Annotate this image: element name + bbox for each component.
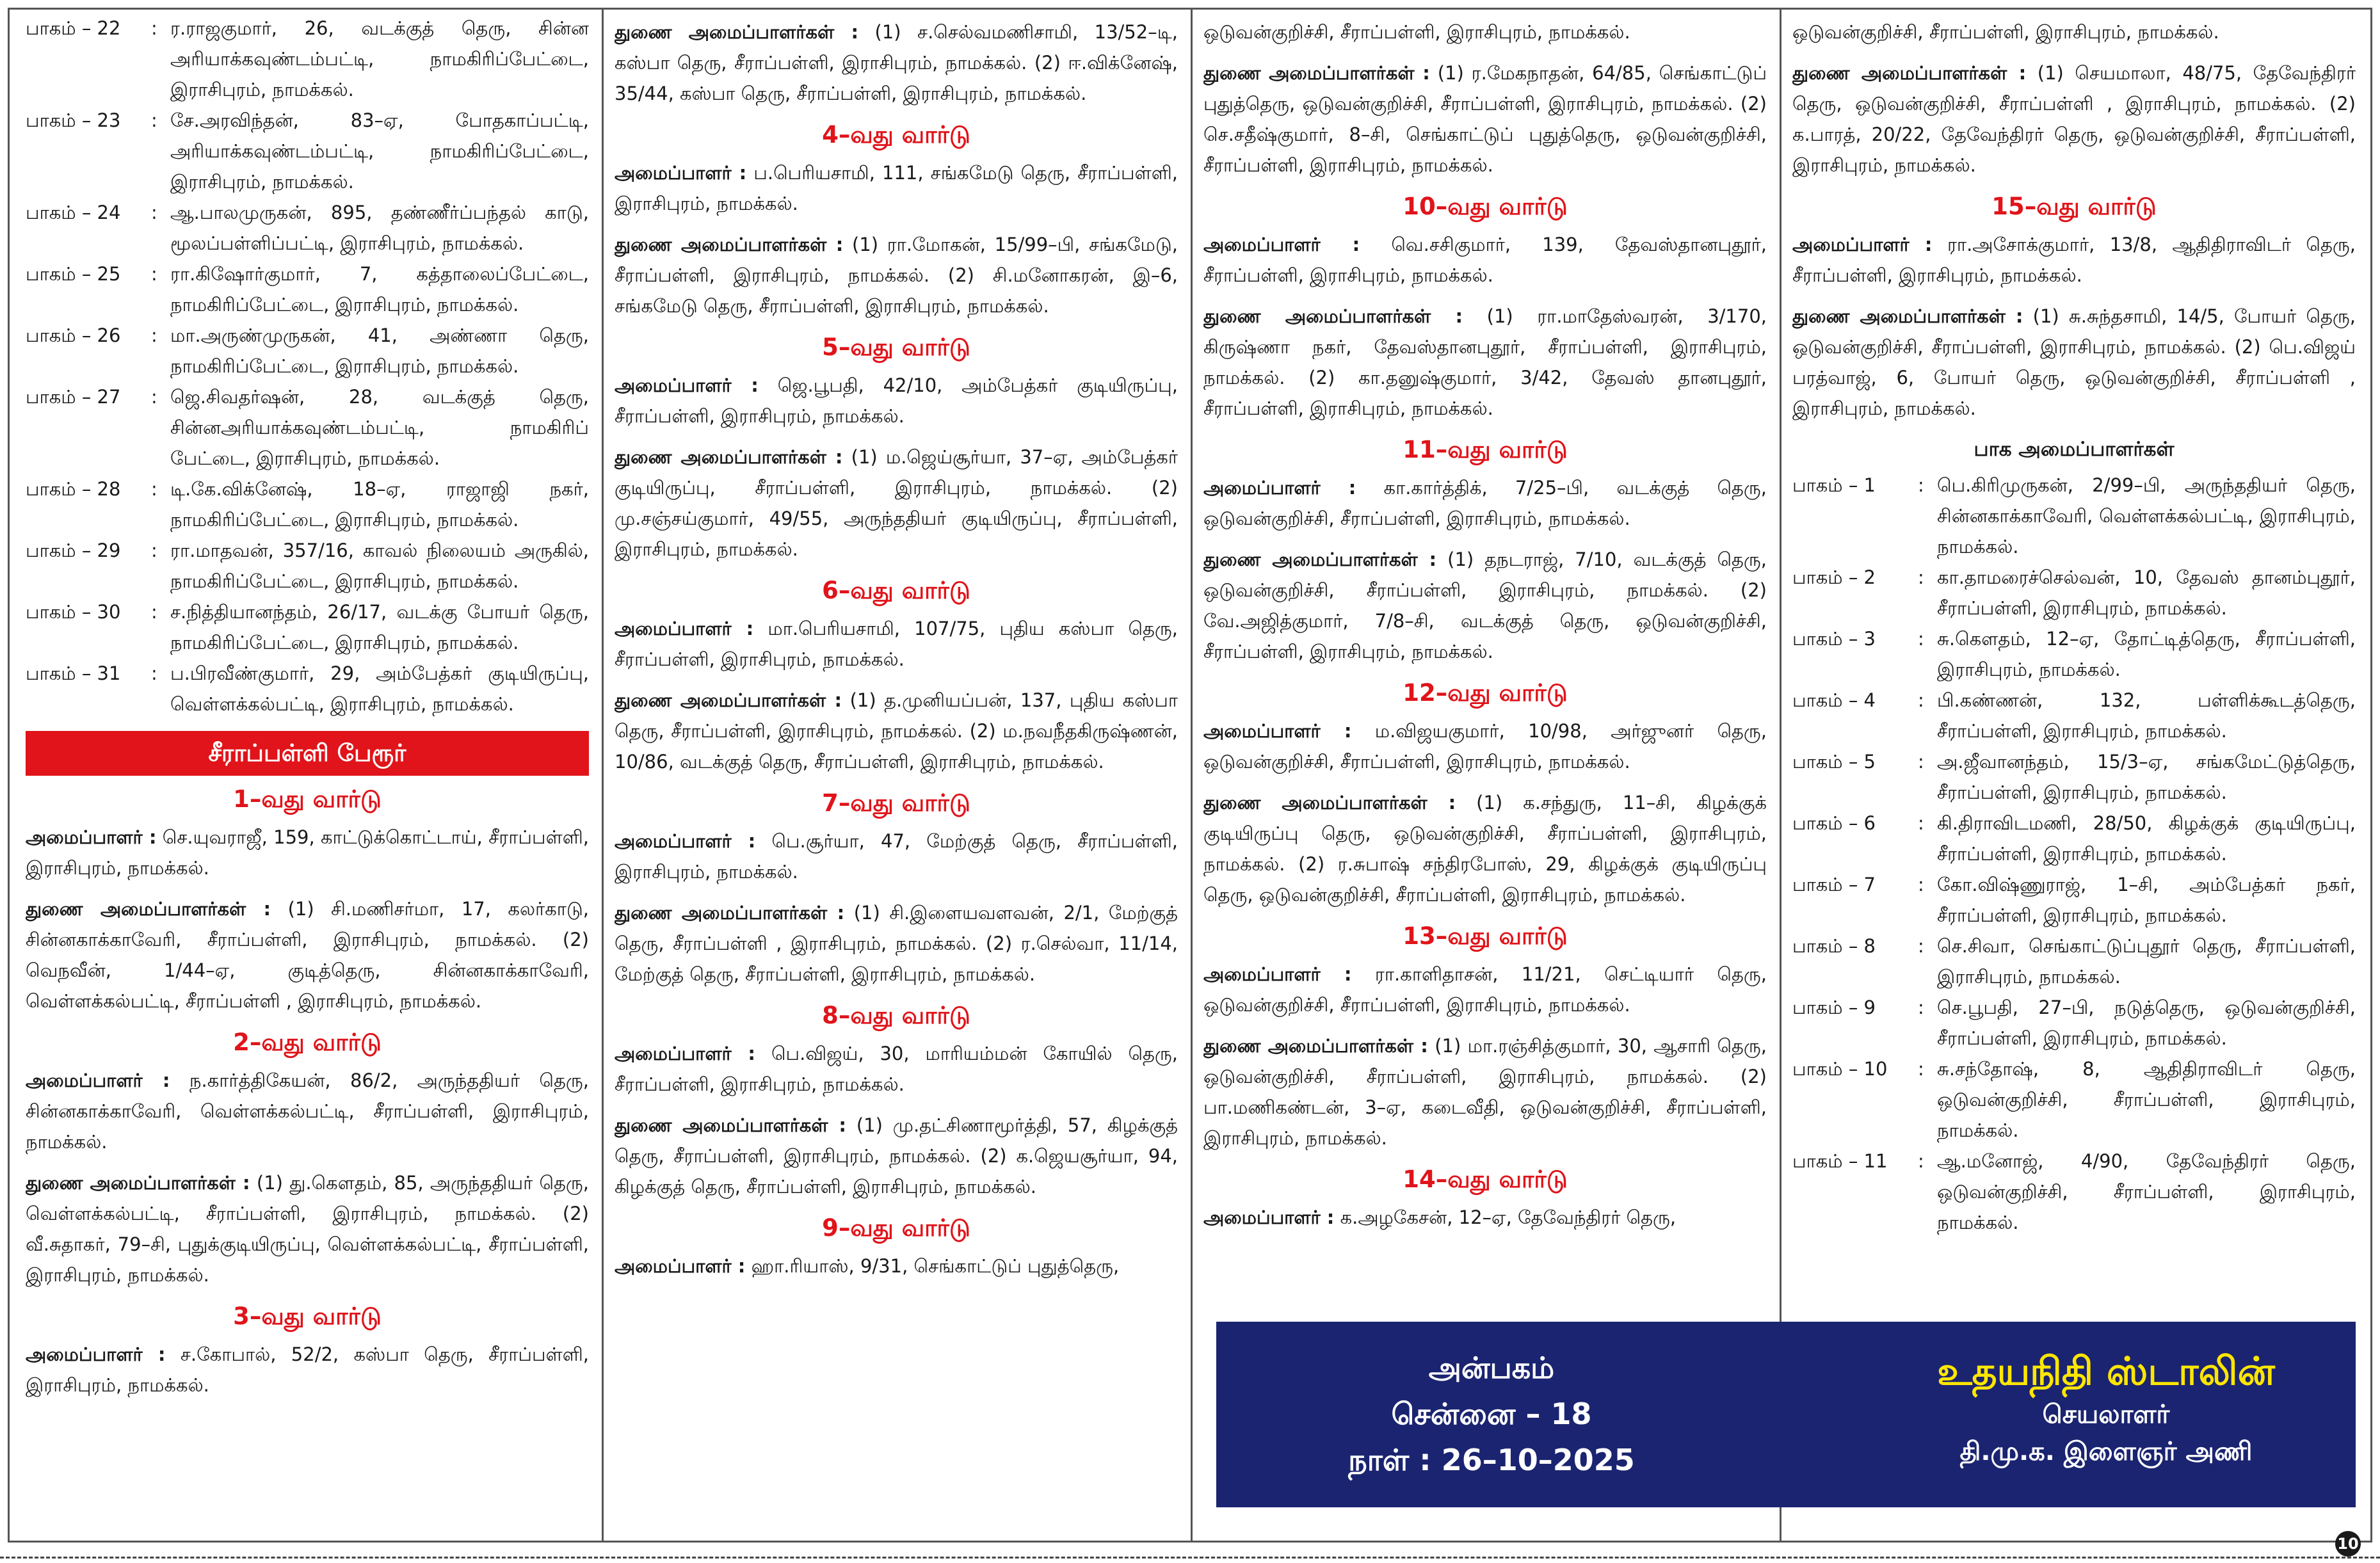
bagam-entry: பாகம் – 27 : ஜெ.சிவதர்ஷன், 28, வடக்குத் தெரு, சின்னஅரியாக்கவுண்டம்பட்டி, நாமகிரிப் பேட்டை, இராசிபுரம், நாமக்கல். [26,381,589,474]
bagam-list [26,13,589,719]
bagam-text: டி.கே.விக்னேஷ், 18–ஏ, ராஜாஜி நகர், நாமகிரிப்பேட்டை, இராசிபுரம், நாமக்கல். [170,478,589,531]
organizer: அமைப்பாளர் : பெ.சூர்யா, 47, மேற்குத் தெரு, சீராப்பள்ளி, இராசிபுரம், நாமக்கல். [615,830,1178,883]
signatory [1856,1347,2356,1470]
bagam-entry: பாகம் – 1 : பெ.கிரிமுருகன், 2/99–பி, அருந்ததியர் தெரு, சின்னகாக்காவேரி, வெள்ளக்கல்பட்டி, இராசிபுரம், நாமக்கல். [1792,470,2356,562]
bagam-label: பாகம் – 1 [1792,474,1876,496]
bagam-label: பாகம் – 6 [1792,812,1876,834]
organizer: அமைப்பாளர் : ரா.அசோக்குமார், 13/8, ஆதிதிராவிடர் தெரு, சீராப்பள்ளி, இராசிபுரம், நாமக்கல். [1792,234,2356,286]
bagam-label: பாகம் – 27 [26,386,121,408]
bagam-entry: பாகம் – 7 : கோ.விஷ்ணுராஜ், 1–சி, அம்பேத்கர் நகர், சீராப்பள்ளி, இராசிபுரம், நாமக்கல். [1792,869,2356,931]
ward-title: 7–வது வார்டு [822,789,970,817]
office-city: சென்னை – 18 [1391,1397,1592,1431]
bagam-text: ரா.கிஷோர்குமார், 7, கத்தாலைப்பேட்டை, நாமகிரிப்பேட்டை, இராசிபுரம், நாமக்கல். [170,263,589,316]
bagam-label: பாகம் – 2 [1792,566,1876,588]
column-1 [26,13,589,1536]
organizer: அமைப்பாளர் : ம.விஜயகுமார், 10/98, அர்ஜுனர் தெரு, ஒடுவன்குறிச்சி, சீராப்பள்ளி, இராசிபுரம், நாமக்கல். [1203,720,1767,773]
issue-details [1216,1345,1767,1483]
organizer: அமைப்பாளர் : க.அழகேசன், 12–ஏ, தேவேந்திரர் தெரு, [1203,1206,1676,1228]
bagam-text: மா.அருண்முருகன், 41, அண்ணா தெரு, நாமகிரிப்பேட்டை, இராசிபுரம், நாமக்கல். [170,325,589,377]
deputy-organizers: துணை அமைப்பாளர்கள் : (1) ச.செல்வமணிசாமி, 13/52–டி, கஸ்பா தெரு, சீராப்பள்ளி, இராசிபுரம், நாமக்கல். (2) ஈ.விக்னேஷ், 35/44, கஸ்பா தெரு, சீராப்பள்ளி, இராசிபுரம், நாமக்கல். [615,21,1178,104]
bagam-entry: பாகம் – 10 : சு.சந்தோஷ், 8, ஆதிதிராவிடர் தெரு, ஒடுவன்குறிச்சி, சீராப்பள்ளி, இராசிபுரம், நாமக்கல். [1792,1054,2356,1146]
column-3 [1203,13,1767,1536]
bagam-list [1792,470,2356,1238]
bagam-label: பாகம் – 28 [26,478,121,500]
bagam-label: பாகம் – 5 [1792,751,1876,773]
column-divider [602,8,604,1543]
column-divider [1191,8,1193,1543]
deputy-organizers: துணை அமைப்பாளர்கள் : (1) தநடராஜ், 7/10, வடக்குத் தெரு, ஒடுவன்குறிச்சி, சீராப்பள்ளி, இராசிபுரம், நாமக்கல். (2) வே.அஜித்குமார், 7/8–சி, வடக்குத் தெரு, ஒடுவன்குறிச்சி, சீராப்பள்ளி, இராசிபுரம், நாமக்கல். [1203,549,1767,662]
ward-title: 14–வது வார்டு [1403,1166,1568,1193]
bagam-text: கோ.விஷ்ணுராஜ், 1–சி, அம்பேத்கர் நகர், சீராப்பள்ளி, இராசிபுரம், நாமக்கல். [1937,874,2356,926]
bagam-entry: பாகம் – 31 : ப.பிரவீண்குமார், 29, அம்பேத்கர் குடியிருப்பு, வெள்ளக்கல்பட்டி, இராசிபுரம், நாமக்கல். [26,658,589,719]
deputy-organizers: துணை அமைப்பாளர்கள் : (1) ரா.மோகன், 15/99–பி, சங்கமேடு, சீராப்பள்ளி, இராசிபுரம், நாமக்கல். (2) சி.மனோகரன், இ–6, சங்கமேடு தெரு, சீராப்பள்ளி, இராசிபுரம், நாமக்கல். [615,234,1178,317]
bagam-text: அ.ஜீவானந்தம், 15/3–ஏ, சங்கமேட்டுத்தெரு, சீராப்பள்ளி, இராசிபுரம், நாமக்கல். [1937,751,2356,803]
deputy-organizers: துணை அமைப்பாளர்கள் : (1) து.கௌதம், 85, அருந்ததியர் தெரு, வெள்ளக்கல்பட்டி, சீராப்பள்ளி, இராசிபுரம், நாமக்கல். (2) வீ.சுதாகர், 79–சி, புதுக்குடியிருப்பு, வெள்ளக்கல்பட்டி, சீராப்பள்ளி, இராசிபுரம், நாமக்கல். [26,1172,589,1286]
deputy-organizers: துணை அமைப்பாளர்கள் : (1) சு.சுந்தசாமி, 14/5, போயர் தெரு, ஒடுவன்குறிச்சி, சீராப்பள்ளி, இராசிபுரம், நாமக்கல். (2) பெ.விஜய் பரத்வாஜ், 6, போயர் தெரு, ஒடுவன்குறிச்சி, சீராப்பள்ளி , இராசிபுரம், நாமக்கல். [1792,305,2356,419]
bagam-label: பாகம் – 24 [26,202,121,223]
bagam-text: சு.கௌதம், 12–ஏ, தோட்டித்தெரு, சீராப்பள்ளி, இராசிபுரம், நாமக்கல். [1937,628,2356,680]
cut-line [0,1557,2380,1559]
bagam-label: பாகம் – 30 [26,601,121,623]
organizer: அமைப்பாளர் : ரா.காளிதாசன், 11/21, செட்டியார் தெரு, ஒடுவன்குறிச்சி, சீராப்பள்ளி, இராசிபுரம், நாமக்கல். [1203,963,1767,1016]
bagam-text: ச.நித்தியானந்தம், 26/17, வடக்கு போயர் தெரு, நாமகிரிப்பேட்டை, இராசிபுரம், நாமக்கல். [170,601,589,653]
bagam-label: பாகம் – 11 [1792,1150,1888,1172]
organizer: அமைப்பாளர் : வெ.சசிகுமார், 139, தேவஸ்தானபுதூர், சீராப்பள்ளி, இராசிபுரம், நாமக்கல். [1203,234,1767,286]
ward-title: 2–வது வார்டு [233,1029,382,1056]
issue-date: நாள் : 26–10–2025 [1348,1443,1635,1477]
bagam-text: கா.தாமரைச்செல்வன், 10, தேவஸ் தானம்புதூர், சீராப்பள்ளி, இராசிபுரம், நாமக்கல். [1937,566,2356,619]
bagam-entry: பாகம் – 5 : அ.ஜீவானந்தம், 15/3–ஏ, சங்கமேட்டுத்தெரு, சீராப்பள்ளி, இராசிபுரம், நாமக்கல். [1792,746,2356,808]
bagam-label: பாகம் – 3 [1792,628,1876,650]
bagam-text: ப.பிரவீண்குமார், 29, அம்பேத்கர் குடியிருப்பு, வெள்ளக்கல்பட்டி, இராசிபுரம், நாமக்கல். [170,662,589,715]
bagam-label: பாகம் – 25 [26,263,121,285]
ward-title: 12–வது வார்டு [1403,679,1568,707]
deputy-organizers: துணை அமைப்பாளர்கள் : (1) மு.தட்சிணாமூர்த்தி, 57, கிழக்குத் தெரு, சீராப்பள்ளி, இராசிபுரம், நாமக்கல். (2) க.ஜெயசூர்யா, 94, கிழக்குத் தெரு, சீராப்பள்ளி, இராசிபுரம், நாமக்கல். [615,1114,1178,1198]
deputy-organizers: துணை அமைப்பாளர்கள் : (1) த.முனியப்பன், 137, புதிய கஸ்பா தெரு, சீராப்பள்ளி, இராசிபுரம், நாமக்கல். (2) ம.நவநீதகிருஷ்ணன், 10/86, வடக்குத் தெரு, சீராப்பள்ளி, இராசிபுரம், நாமக்கல். [615,689,1178,773]
bagam-entry: பாகம் – 23 : சே.அரவிந்தன், 83–ஏ, போதகாப்பட்டி, அரியாக்கவுண்டம்பட்டி, நாமகிரிப்பேட்டை, இராசிபுரம், நாமக்கல். [26,105,589,197]
organizer: அமைப்பாளர் : ஹா.ரியாஸ், 9/31, செங்காட்டுப் புதுத்தெரு, [615,1255,1120,1277]
bagam-entry: பாகம் – 9 : செ.பூபதி, 27–பி, நடுத்தெரு, ஒடுவன்குறிச்சி, சீராப்பள்ளி, இராசிபுரம், நாமக்கல். [1792,992,2356,1054]
ward-title: 10–வது வார்டு [1403,193,1568,220]
bagam-entry: பாகம் – 28 : டி.கே.விக்னேஷ், 18–ஏ, ராஜாஜி நகர், நாமகிரிப்பேட்டை, இராசிபுரம், நாமக்கல். [26,474,589,535]
bagam-label: பாகம் – 29 [26,540,121,561]
ward-title: 4–வது வார்டு [822,121,970,148]
deputy-organizers: துணை அமைப்பாளர்கள் : (1) ம.ஜெய்சூர்யா, 37–ஏ, அம்பேத்கர் குடியிருப்பு, சீராப்பள்ளி, இராசிபுரம், நாமக்கல். (2) மு.சஞ்சய்குமார், 49/55, அருந்ததியர் குடியிருப்பு, சீராப்பள்ளி, இராசிபுரம், நாமக்கல். [615,446,1178,560]
column-divider [1780,8,1781,1543]
bagam-label: பாகம் – 23 [26,109,121,131]
bagam-text: செ.சிவா, செங்காட்டுப்புதூர் தெரு, சீராப்பள்ளி, இராசிபுரம், நாமக்கல். [1937,935,2356,988]
deputy-organizers: துணை அமைப்பாளர்கள் : (1) சி.மணிசர்மா, 17, கலர்காடு, சின்னகாக்காவேரி, சீராப்பள்ளி, இராசிபுரம், நாமக்கல். (2) வெநவீன், 1/44–ஏ, குடித்தெரு, சின்னகாக்காவேரி, வெள்ளக்கல்பட்டி, சீராப்பள்ளி , இராசிபுரம், நாமக்கல். [26,898,589,1012]
bagam-label: பாகம் – 9 [1792,997,1876,1018]
bagam-text: பெ.கிரிமுருகன், 2/99–பி, அருந்ததியர் தெரு, சின்னகாக்காவேரி, வெள்ளக்கல்பட்டி, இராசிபுரம், நாமக்கல். [1937,474,2356,557]
organizer: அமைப்பாளர் : மா.பெரியசாமி, 107/75, புதிய கஸ்பா தெரு, சீராப்பள்ளி, இராசிபுரம், நாமக்கல். [615,618,1178,670]
bagam-label: பாகம் – 22 [26,17,121,39]
section-banner: சீராப்பள்ளி பேரூர் [26,731,589,776]
bagam-label: பாகம் – 8 [1792,935,1876,957]
bagam-entry: பாகம் – 8 : செ.சிவா, செங்காட்டுப்புதூர் தெரு, சீராப்பள்ளி, இராசிபுரம், நாமக்கல். [1792,931,2356,992]
bagam-entry: பாகம் – 25 : ரா.கிஷோர்குமார், 7, கத்தாலைப்பேட்டை, நாமகிரிப்பேட்டை, இராசிபுரம், நாமக்கல். [26,259,589,320]
ward-title: 6–வது வார்டு [822,577,970,604]
bagam-text: சே.அரவிந்தன், 83–ஏ, போதகாப்பட்டி, அரியாக்கவுண்டம்பட்டி, நாமகிரிப்பேட்டை, இராசிபுரம், நாமக்கல். [170,109,589,193]
bagam-label: பாகம் – 10 [1792,1058,1888,1080]
bagam-entry: பாகம் – 22 : ர.ராஜகுமார், 26, வடக்குத் தெரு, சின்ன அரியாக்கவுண்டம்பட்டி, நாமகிரிப்பேட்டை, இராசிபுரம், நாமக்கல். [26,13,589,105]
column-2 [615,13,1178,1536]
bagam-entry: பாகம் – 29 : ரா.மாதவன், 357/16, காவல் நிலையம் அருகில், நாமகிரிப்பேட்டை, இராசிபுரம், நாமக்கல். [26,535,589,597]
signatory-role: செயலாளர் [2042,1400,2170,1429]
bagam-entry: பாகம் – 6 : கி.திராவிடமணி, 28/50, கிழக்குக் குடியிருப்பு, சீராப்பள்ளி, இராசிபுரம், நாமக்கல். [1792,808,2356,869]
ward-title: 5–வது வார்டு [822,333,970,361]
ward-title: 1–வது வார்டு [233,785,382,813]
organizer: அமைப்பாளர் : பெ.விஜய், 30, மாரியம்மன் கோயில் தெரு, சீராப்பள்ளி, இராசிபுரம், நாமக்கல். [615,1043,1178,1095]
deputy-organizers: துணை அமைப்பாளர்கள் : (1) சி.இளையவளவன், 2/1, மேற்குத் தெரு, சீராப்பள்ளி , இராசிபுரம், நாமக்கல். (2) ர.செல்வா, 11/14, மேற்குத் தெரு, சீராப்பள்ளி, இராசிபுரம், நாமக்கல். [615,902,1178,985]
organizer: அமைப்பாளர் : ந.கார்த்திகேயன், 86/2, அருந்ததியர் தெரு, சின்னகாக்காவேரி, வெள்ளக்கல்பட்டி, சீராப்பள்ளி, இராசிபுரம், நாமக்கல். [26,1070,589,1153]
deputy-organizers: துணை அமைப்பாளர்கள் : (1) செயமாலா, 48/75, தேவேந்திரர் தெரு, ஒடுவன்குறிச்சி, சீராப்பள்ளி , இராசிபுரம், நாமக்கல். (2) க.பாரத், 20/22, தேவேந்திரர் தெரு, ஒடுவன்குறிச்சி, சீராப்பள்ளி, இராசிபுரம், நாமக்கல். [1792,62,2356,176]
bagam-label: பாகம் – 4 [1792,689,1876,711]
ward-title: 9–வது வார்டு [822,1214,970,1242]
deputy-organizers: துணை அமைப்பாளர்கள் : (1) மா.ரஞ்சித்குமார், 30, ஆசாரி தெரு, ஒடுவன்குறிச்சி, சீராப்பள்ளி, இராசிபுரம், நாமக்கல். (2) பா.மணிகண்டன், 3–ஏ, கடைவீதி, ஒடுவன்குறிச்சி, சீராப்பள்ளி, இராசிபுரம், நாமக்கல். [1203,1035,1767,1149]
bagam-text: சு.சந்தோஷ், 8, ஆதிதிராவிடர் தெரு, ஒடுவன்குறிச்சி, சீராப்பள்ளி, இராசிபுரம், நாமக்கல். [1937,1058,2356,1141]
bagam-entry: பாகம் – 3 : சு.கௌதம், 12–ஏ, தோட்டித்தெரு, சீராப்பள்ளி, இராசிபுரம், நாமக்கல். [1792,623,2356,685]
bagam-text: ஆ.பாலமுருகன், 895, தண்ணீர்ப்பந்தல் காடு, மூலப்பள்ளிப்பட்டி, இராசிபுரம், நாமக்கல். [170,202,589,254]
bagam-label: பாகம் – 7 [1792,874,1876,895]
bagam-text: ரா.மாதவன், 357/16, காவல் நிலையம் அருகில், நாமகிரிப்பேட்டை, இராசிபுரம், நாமக்கல். [170,540,589,592]
bagam-entry: பாகம் – 30 : ச.நித்தியானந்தம், 26/17, வடக்கு போயர் தெரு, நாமகிரிப்பேட்டை, இராசிபுரம், நாமக்கல். [26,597,589,658]
signatory-name: உதயநிதி ஸ்டாலின் [1937,1349,2275,1394]
bagam-entry: பாகம் – 4 : பி.கண்ணன், 132, பள்ளிக்கூடத்தெரு, சீராப்பள்ளி, இராசிபுரம், நாமக்கல். [1792,685,2356,746]
bagam-entry: பாகம் – 11 : ஆ.மனோஜ், 4/90, தேவேந்திரர் தெரு, ஒடுவன்குறிச்சி, சீராப்பள்ளி, இராசிபுரம், நாமக்கல். [1792,1146,2356,1238]
ward-title: 8–வது வார்டு [822,1002,970,1029]
bagam-text: ஜெ.சிவதர்ஷன், 28, வடக்குத் தெரு, சின்னஅரியாக்கவுண்டம்பட்டி, நாமகிரிப் பேட்டை, இராசிபுரம், நாமக்கல். [170,386,589,469]
organizer: அமைப்பாளர் : ஜெ.பூபதி, 42/10, அம்பேத்கர் குடியிருப்பு, சீராப்பள்ளி, இராசிபுரம், நாமக்கல். [615,374,1178,427]
signature-box [1216,1322,2356,1507]
continued-text: ஒடுவன்குறிச்சி, சீராப்பள்ளி, இராசிபுரம், நாமக்கல். [1203,21,1630,43]
bagam-heading: பாக அமைப்பாளர்கள் [1974,438,2175,461]
deputy-organizers: துணை அமைப்பாளர்கள் : (1) க.சந்துரு, 11–சி, கிழக்குக் குடியிருப்பு தெரு, ஒடுவன்குறிச்சி, சீராப்பள்ளி, இராசிபுரம், நாமக்கல். (2) ர.சுபாஷ் சந்திரபோஸ், 29, கிழக்குக் குடியிருப்பு தெரு, ஒடுவன்குறிச்சி, சீராப்பள்ளி, இராசிபுரம், நாமக்கல். [1203,792,1767,906]
bagam-text: ர.ராஜகுமார், 26, வடக்குத் தெரு, சின்ன அரியாக்கவுண்டம்பட்டி, நாமகிரிப்பேட்டை, இராசிபுரம், நாமக்கல். [170,17,589,100]
bagam-label: பாகம் – 26 [26,325,121,346]
page-number: 10 [2335,1531,2361,1557]
ward-title: 11–வது வார்டு [1403,436,1568,463]
deputy-organizers: துணை அமைப்பாளர்கள் : (1) ரா.மாதேஸ்வரன், 3/170, கிருஷ்ணா நகர், தேவஸ்தானபுதூர், சீராப்பள்ளி, இராசிபுரம், நாமக்கல். (2) கா.தனுஷ்குமார், 3/42, தேவஸ் தானபுதூர், சீராப்பள்ளி, இராசிபுரம், நாமக்கல். [1203,305,1767,419]
ward-title: 3–வது வார்டு [233,1302,382,1330]
signatory-org: தி.மு.க. இளைஞர் அணி [1959,1437,2253,1466]
bagam-text: பி.கண்ணன், 132, பள்ளிக்கூடத்தெரு, சீராப்பள்ளி, இராசிபுரம், நாமக்கல். [1937,689,2356,742]
office-name: அன்பகம் [1428,1351,1555,1385]
bagam-text: ஆ.மனோஜ், 4/90, தேவேந்திரர் தெரு, ஒடுவன்குறிச்சி, சீராப்பள்ளி, இராசிபுரம், நாமக்கல். [1937,1150,2356,1233]
bagam-label: பாகம் – 31 [26,662,121,684]
bagam-entry: பாகம் – 24 : ஆ.பாலமுருகன், 895, தண்ணீர்ப்பந்தல் காடு, மூலப்பள்ளிப்பட்டி, இராசிபுரம், நாமக்கல். [26,197,589,259]
ward-title: 13–வது வார்டு [1403,922,1568,950]
organizer: அமைப்பாளர் : ப.பெரியசாமி, 111, சங்கமேடு தெரு, சீராப்பள்ளி, இராசிபுரம், நாமக்கல். [615,162,1178,214]
bagam-text: கி.திராவிடமணி, 28/50, கிழக்குக் குடியிருப்பு, சீராப்பள்ளி, இராசிபுரம், நாமக்கல். [1937,812,2356,865]
bagam-text: செ.பூபதி, 27–பி, நடுத்தெரு, ஒடுவன்குறிச்சி, சீராப்பள்ளி, இராசிபுரம், நாமக்கல். [1937,997,2356,1049]
ward-title: 15–வது வார்டு [1991,193,2157,220]
bagam-entry: பாகம் – 26 : மா.அருண்முருகன், 41, அண்ணா தெரு, நாமகிரிப்பேட்டை, இராசிபுரம், நாமக்கல். [26,320,589,381]
column-4 [1792,13,2356,1536]
organizer: அமைப்பாளர் : ச.கோபால், 52/2, கஸ்பா தெரு, சீராப்பள்ளி, இராசிபுரம், நாமக்கல். [26,1343,589,1396]
continued-text: ஒடுவன்குறிச்சி, சீராப்பள்ளி, இராசிபுரம், நாமக்கல். [1792,21,2219,43]
organizer: அமைப்பாளர் : செ.யுவராஜீ, 159, காட்டுக்கொட்டாய், சீராப்பள்ளி, இராசிபுரம், நாமக்கல். [26,826,589,879]
bagam-entry: பாகம் – 2 : கா.தாமரைச்செல்வன், 10, தேவஸ் தானம்புதூர், சீராப்பள்ளி, இராசிபுரம், நாமக்கல். [1792,562,2356,623]
deputy-organizers: துணை அமைப்பாளர்கள் : (1) ர.மேகநாதன், 64/85, செங்காட்டுப் புதுத்தெரு, ஒடுவன்குறிச்சி, சீராப்பள்ளி, இராசிபுரம், நாமக்கல். (2) செ.சதீஷ்குமார், 8–சி, செங்காட்டுப் புதுத்தெரு, ஒடுவன்குறிச்சி, சீராப்பள்ளி, இராசிபுரம், நாமக்கல். [1203,62,1767,176]
organizer: அமைப்பாளர் : கா.கார்த்திக், 7/25–பி, வடக்குத் தெரு, ஒடுவன்குறிச்சி, சீராப்பள்ளி, இராசிபுரம், நாமக்கல். [1203,477,1767,529]
